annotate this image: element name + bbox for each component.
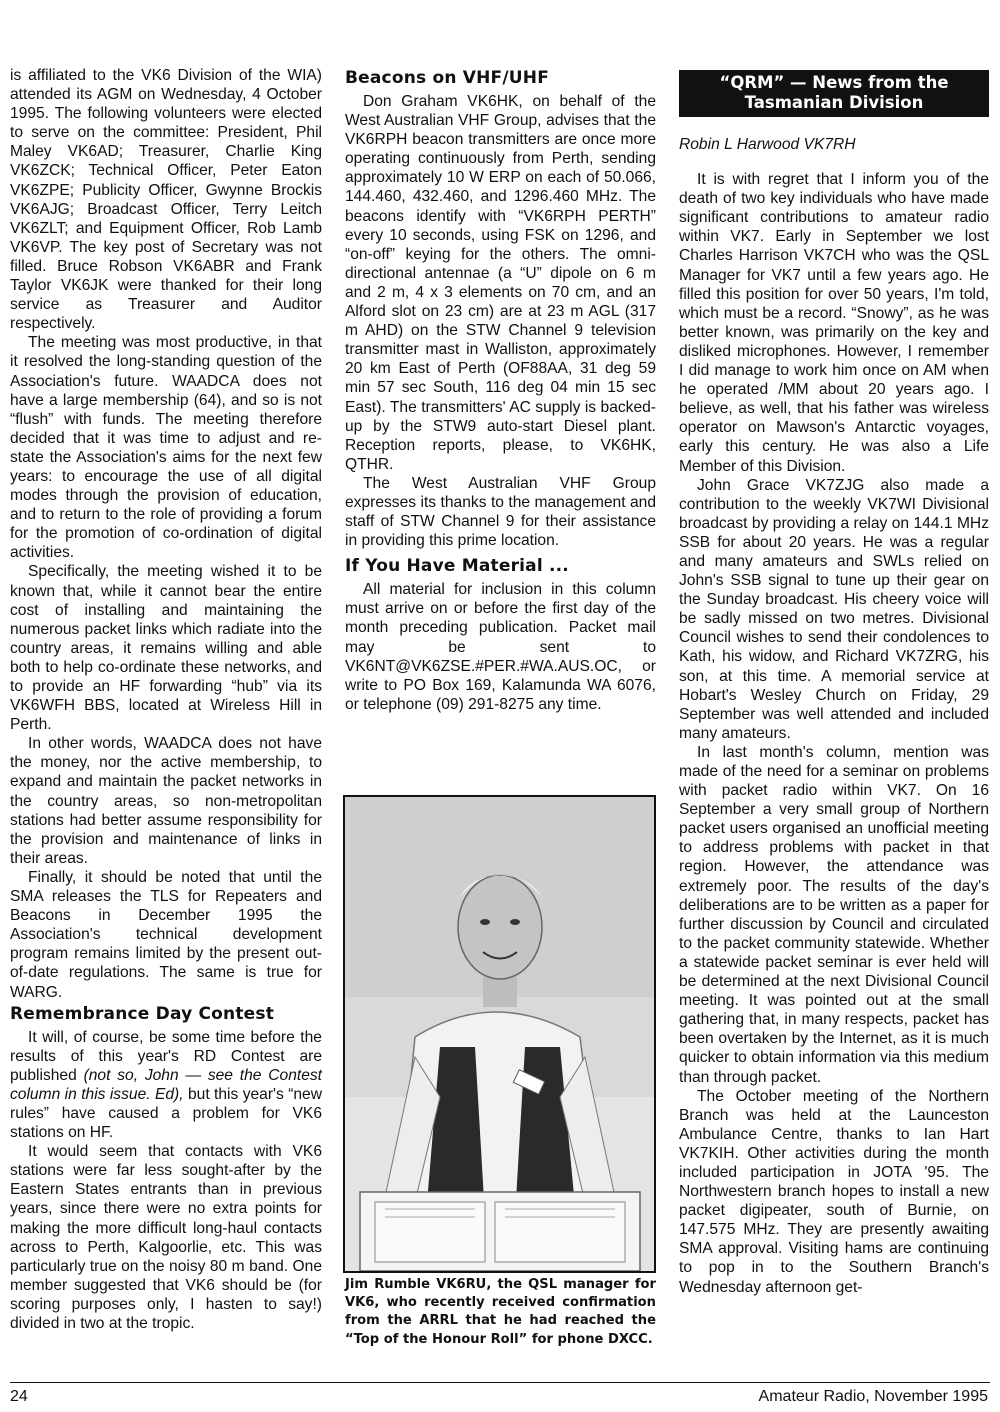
photo-jim-rumble bbox=[343, 795, 656, 1273]
paragraph bbox=[10, 1028, 322, 1143]
paragraph-text: It will, of course, be some time before the results of this year's RD Contest are published bbox=[10, 1028, 322, 1084]
heading-line: “QRM” — News from the bbox=[719, 73, 949, 92]
editor-note: (not so, John — see the Contest column in this issue. Ed), bbox=[10, 1066, 322, 1103]
paragraph: The meeting was most productive, in that it resolved the long-standing question of the Association's future. WAADCA does not have a large membership (64), and so is not “flush” with funds. The meeting therefore decided that it was time to adjust and re-state the Association's aims for the next few years: to encourage the use of all digital modes through the provision of education, and to return to the role of providing a forum for the promotion of co-ordination of digital activities. bbox=[10, 334, 322, 562]
author-byline: Robin L Harwood VK7RH bbox=[679, 136, 856, 153]
section-heading-qrm-tasmanian bbox=[679, 70, 989, 117]
paragraph: Finally, it should be noted that until the SMA releases the TLS for Repeaters and Beacons in December 1995 the Association's technical development program remains limited by the present out-of-date regulations. The same is true for WARG. bbox=[10, 868, 322, 1001]
paragraph: It is with regret that I inform you of the death of two key individuals who have made significant contributions to amateur radio within VK7. Early in September we lost Charles Harrison VK7CH who was the QSL Manager for VK7 until a few years ago. He filled this position for over 50 years, I'm told, which must be a record. “Snowy”, as he was better known, was primarily on the key and disliked microphones. However, I remember I did manage to work him once on AM when he operated /MM about 20 years ago. I believe, as well, that his father was wireless operator on Mawson's Antarctic voyages, early this century. He was also a Life Member of this Division. bbox=[679, 171, 989, 475]
paragraph: Don Graham VK6HK, on behalf of the West Australian VHF Group, advises that the VK6RPH beacon transmitters are once more operating continuously from Perth, sending approximately 10 W ERP on each of 50.066, 144.460, 432.460, and 1296.460 MHz. The beacons identify with “VK6RPH PERTH” every 10 seconds, using FSK on 1296, and “on-off” keying for the others. The omni-directional antennae (a “U” dipole on 6 m and 2 m, 4 x 3 elements on 70 cm, and an Alford slot on 23 cm) are at 23 m AGL (317 m AHD) on the STW Channel 9 television transmitter mast in Walliston, approximately 20 km East of Perth (OF88AA, 31 deg 59 min 57 sec South, 116 deg 04 min 15 sec East). The transmitters' AC supply is backed-up by the STW9 auto-start Diesel plant. Reception reports, please, to VK6HK, QTHR. bbox=[345, 93, 656, 473]
paragraph: All material for inclusion in this column must arrive on or before the first day of the month preceding publication. Packet mail may be sent to VK6NT@VK6ZSE.#PER.#WA.AUS.OC, or write to PO Box 169, Kalamunda WA 6076, or telephone (09) 291-8275 any time. bbox=[345, 581, 656, 713]
column-middle bbox=[345, 66, 656, 714]
paragraph: In other words, WAADCA does not have the money, nor the active membership, to expand and maintain the packet networks in the country areas, so non-metropolitan stations had better assume responsibility for the provision and maintenance of links in their areas. bbox=[10, 735, 322, 867]
heading-line: Tasmanian Division bbox=[744, 93, 924, 112]
paragraph: In last month's column, mention was made of the need for a seminar on problems with packet radio within VK7. On 16 September a very small group of Northern packet users organised an unofficial meeting to address problems with packet in that region. However, the attendance was extremely poor. The results of the day's deliberations are to be written as a paper for further discussion by Council and circulated to the packet community statewide. Whether a statewide packet seminar is ever held will be determined at the next Divisional Council meeting. It was pointed out at the small gathering that, in many respects, packet has been overtaken by the Internet, as it is much quicker to obtain information via this medium than through packet. bbox=[679, 743, 989, 1086]
paragraph: is affiliated to the VK6 Division of the WIA) attended its AGM on Wednesday, 4 October 1995. The following volunteers were elected to serve on the committee: President, Phil Maley VK6AD; Treasurer, Charlie King VK6ZCK; Technical Officer, Peter Eaton VK6ZPE; Publicity Officer, Gwynne Brockis VK6AJG; Broadcast Officer, Terry Leitch VK6ZLT; and Equipment Officer, Rob Lamb VK6VP. The key post of Secretary was not filled. Bruce Robson VK6ABR and Frank Taylor VK6JK were thanked for their long service as Treasurer and Auditor respectively. bbox=[10, 67, 322, 333]
paragraph: John Grace VK7ZJG also made a contribution to the weekly VK7WI Divisional broadcast by providing a relay on 144.1 MHz SSB for about 20 years. He was a regular and many amateurs and SWLs relied on John's SSB signal to tune up their gear on the Sunday broadcast. His cheery voice will be sadly missed on two metres. Divisional Council wishes to send their condolences to Kath, his widow, and Richard VK7ZRG, his son, at this time. A memorial service at Hobart's Wesley Church on Friday, 29 September was well attended and included many amateurs. bbox=[679, 476, 989, 742]
paragraph: The October meeting of the Northern Branch was held at the Launceston Ambulance Centre, thanks to Ian Hart VK7KIH. Other activities during the month included participation in JOTA '95. The Northwestern branch hopes to install a new packet digipeater, south of Burnie, on 147.575 MHz. They are presently awaiting SMA approval. Visiting hams are continuing to pop in to the Southern Branch's Wednesday afternoon get- bbox=[679, 1087, 989, 1296]
column-right bbox=[679, 70, 989, 1297]
publication-footer: Amateur Radio, November 1995 bbox=[758, 1388, 988, 1405]
paragraph: The West Australian VHF Group expresses its thanks to the management and staff of STW Channel 9 for their assistance in providing this prime location. bbox=[345, 474, 656, 550]
section-heading-remembrance-day: Remembrance Day Contest bbox=[10, 1003, 275, 1024]
paragraph: Specifically, the meeting wished it to be known that, while it cannot bear the entire cost of installing and maintaining the numerous packet links which radiate into the country areas, it remains willing and able both to help co-ordinate these networks, and to provide an HF forwarding “hub” via its VK6WFH BBS, located at Wireless Hill in Perth. bbox=[10, 563, 322, 734]
paragraph: It would seem that contacts with VK6 stations were far less sought-after by the Eastern States entrants than in previous years, since there were no extra points for making the more difficult long-haul contacts across to Perth, Kalgoorlie, etc. This was particularly true on the noisy 80 m band. One member suggested that VK6 should be (for scoring purposes only, I hasten to say!) divided in two at the tropic. bbox=[10, 1143, 322, 1332]
paragraph-text: but this year's “new rules” have caused a problem for VK6 stations on HF. bbox=[10, 1085, 322, 1142]
section-heading-material: If You Have Material ... bbox=[345, 556, 569, 577]
photo-caption: Jim Rumble VK6RU, the QSL manager for VK6, who recently received confirmation from the ARRL that he had reached the “Top of the Honour Roll” for phone DXCC. bbox=[345, 1277, 656, 1347]
footer-rule bbox=[10, 1382, 990, 1383]
section-heading-beacons: Beacons on VHF/UHF bbox=[345, 68, 550, 88]
photo-illustration bbox=[345, 797, 654, 1271]
column-left bbox=[10, 66, 322, 1333]
page-number: 24 bbox=[10, 1388, 28, 1405]
